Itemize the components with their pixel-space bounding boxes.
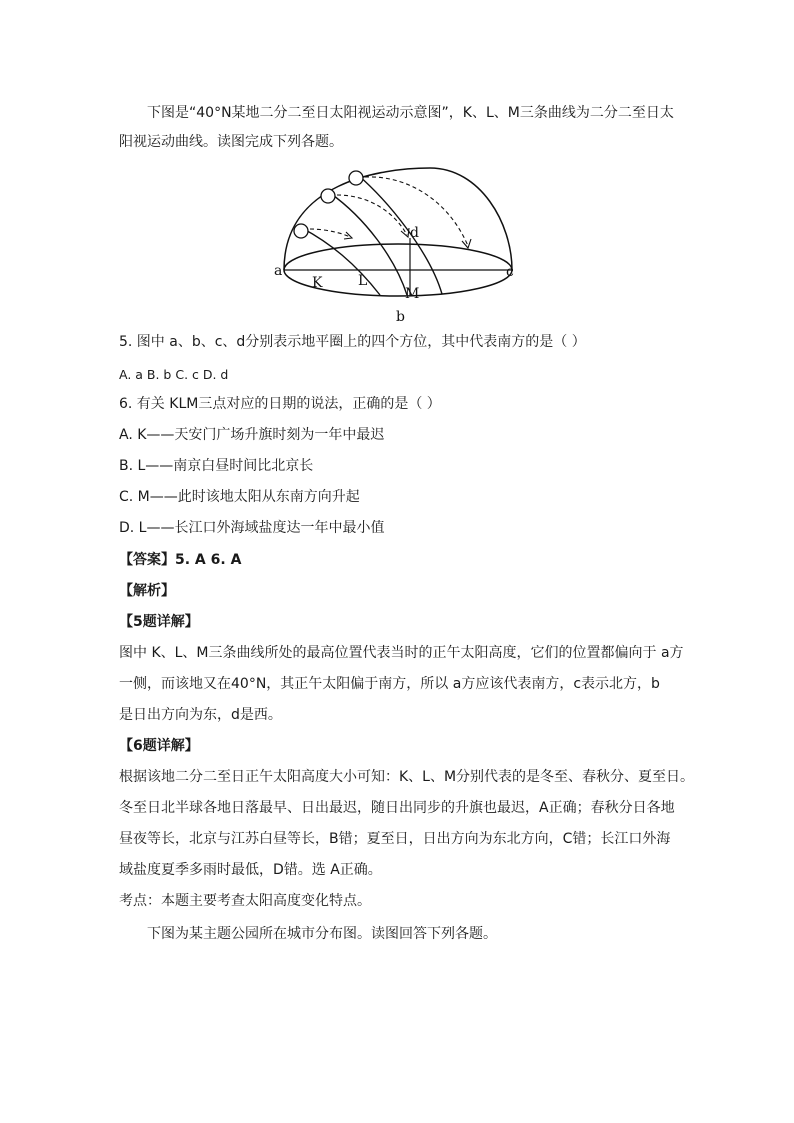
analysis-title: 【解析】 [119,583,175,599]
detail5-line-3: 是日出方向为东，d是西。 [119,707,282,723]
sun-L [321,189,335,203]
label-c: c [506,264,514,280]
q6-option-a: A. K——天安门广场升旗时刻为一年中最迟 [119,427,385,443]
q6-option-b: B. L——南京白昼时间比北京长 [119,458,314,474]
sun-M [349,171,363,185]
detail5-title: 【5题详解】 [119,614,199,630]
intro-line-2: 阳视运动曲线。读图完成下列各题。 [119,134,343,150]
label-a: a [274,263,283,279]
q6-option-d: D. L——长江口外海域盐度达一年中最小值 [119,520,385,536]
q6-option-c: C. M——此时该地太阳从东南方向升起 [119,489,360,505]
dome-outline [284,168,512,270]
answer-line: 【答案】5. A 6. A [119,552,242,568]
next-intro: 下图为某主题公园所在城市分布图。读图回答下列各题。 [147,926,497,942]
detail6-line-1: 根据该地二分二至日正午太阳高度大小可知：K、L、M分别代表的是冬至、春秋分、夏至日。 [119,769,695,785]
intro-line-1: 下图是“40°N某地二分二至日太阳视运动示意图”，K、L、M三条曲线为二分二至日太 [147,105,674,121]
label-b: b [396,309,405,325]
label-L: L [358,273,368,289]
kaodian-line: 考点：本题主要考查太阳高度变化特点。 [119,893,371,909]
detail6-title: 【6题详解】 [119,738,199,754]
q5-options: A. a B. b C. c D. d [119,367,229,382]
detail5-line-1: 图中 K、L、M三条曲线所处的最高位置代表当时的正午太阳高度，它们的位置都偏向于 a方 [119,645,684,661]
q5-stem: 5. 图中 a、b、c、d分别表示地平圈上的四个方位，其中代表南方的是（ ） [119,334,586,350]
sun-path-diagram [270,163,530,325]
label-K: K [312,275,323,291]
detail6-line-4: 域盐度夏季多雨时最低，D错。选 A正确。 [119,862,382,878]
label-M: M [405,286,420,302]
detail5-line-2: 一侧，而该地又在40°N，其正午太阳偏于南方，所以 a方应该代表南方，c表示北方，b [119,676,660,692]
label-d: d [410,225,419,241]
q6-stem: 6. 有关 KLM三点对应的日期的说法，正确的是（ ） [119,396,441,412]
sun-K [294,224,308,238]
detail6-line-3: 昼夜等长，北京与江苏白昼等长，B错；夏至日，日出方向为东北方向，C错；长江口外海 [119,831,671,847]
detail6-line-2: 冬至日北半球各地日落最早、日出最迟，随日出同步的升旗也最迟，A正确；春秋分日各地 [119,800,675,816]
